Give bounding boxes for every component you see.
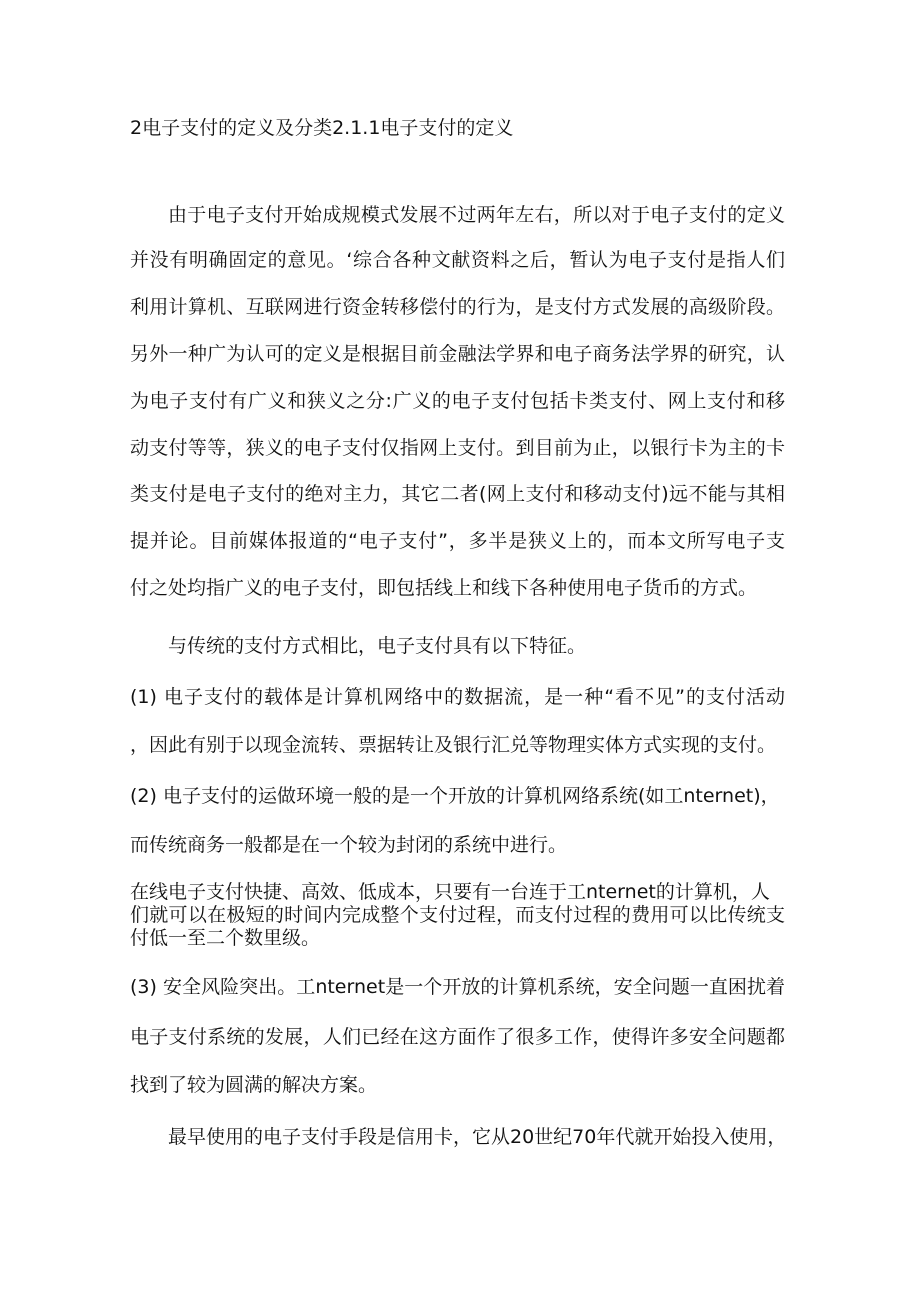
- text-line: 最早使用的电子支付手段是信用卡，它从20世纪70年代就开始投入使用，: [168, 1126, 787, 1148]
- text-line: 利用计算机、互联网进行资金转移偿付的行为，是支付方式发展的高级阶段。: [130, 296, 785, 318]
- list-item-2: (2) 电子支付的运做环境一般的是一个开放的计算机网络系统(如工nternet)，: [130, 785, 780, 807]
- text-line: 并没有明确固定的意见。‘综合各种文献资料之后，暂认为电子支付是指人们: [130, 249, 785, 271]
- text-line: 找到了较为圆满的解决方案。: [130, 1074, 378, 1096]
- text-line: 们就可以在极短的时间内完成整个支付过程，而支付过程的费用可以比传统支: [130, 904, 785, 926]
- text-line: ，因此有别于以现金流转、票据转让及银行汇兑等物理实体方式实现的支付。: [130, 734, 777, 756]
- list-item-1: (1) 电子支付的载体是计算机网络中的数据流，是一种“看不见”的支付活动: [130, 686, 785, 708]
- text-line: 付之处均指广义的电子支付，即包括线上和线下各种使用电子货币的方式。: [130, 577, 758, 599]
- text-line: 在线电子支付快捷、高效、低成本，只要有一台连于工nternet的计算机，人: [130, 881, 770, 903]
- text-line: 与传统的支付方式相比，电子支付具有以下特征。: [168, 635, 587, 657]
- text-line: 另外一种广为认可的定义是根据目前金融法学界和电子商务法学界的研究，认: [130, 343, 785, 365]
- text-line: 类支付是电子支付的绝对主力，其它二者(网上支付和移动支付)远不能与其相: [130, 483, 785, 505]
- list-item-3: (3) 安全风险突出。工nternet是一个开放的计算机系统，安全问题一直困扰着: [130, 976, 785, 998]
- text-line: 为电子支付有广义和狭义之分:广义的电子支付包括卡类支付、网上支付和移: [130, 390, 785, 412]
- text-line: 而传统商务一般都是在一个较为封闭的系统中进行。: [130, 834, 568, 856]
- text-line: 提并论。目前媒体报道的“电子支付”，多半是狭义上的，而本文所写电子支: [130, 530, 785, 552]
- section-heading: 2电子支付的定义及分类2.1.1电子支付的定义: [130, 117, 514, 139]
- text-line: 由于电子支付开始成规模式发展不过两年左右，所以对于电子支付的定义: [168, 204, 785, 226]
- text-line: 电子支付系统的发展，人们已经在这方面作了很多工作，使得许多安全问题都: [130, 1026, 785, 1048]
- text-line: 付低一至二个数里级。: [130, 927, 321, 949]
- text-line: 动支付等等，狭义的电子支付仅指网上支付。到目前为止，以银行卡为主的卡: [130, 437, 785, 459]
